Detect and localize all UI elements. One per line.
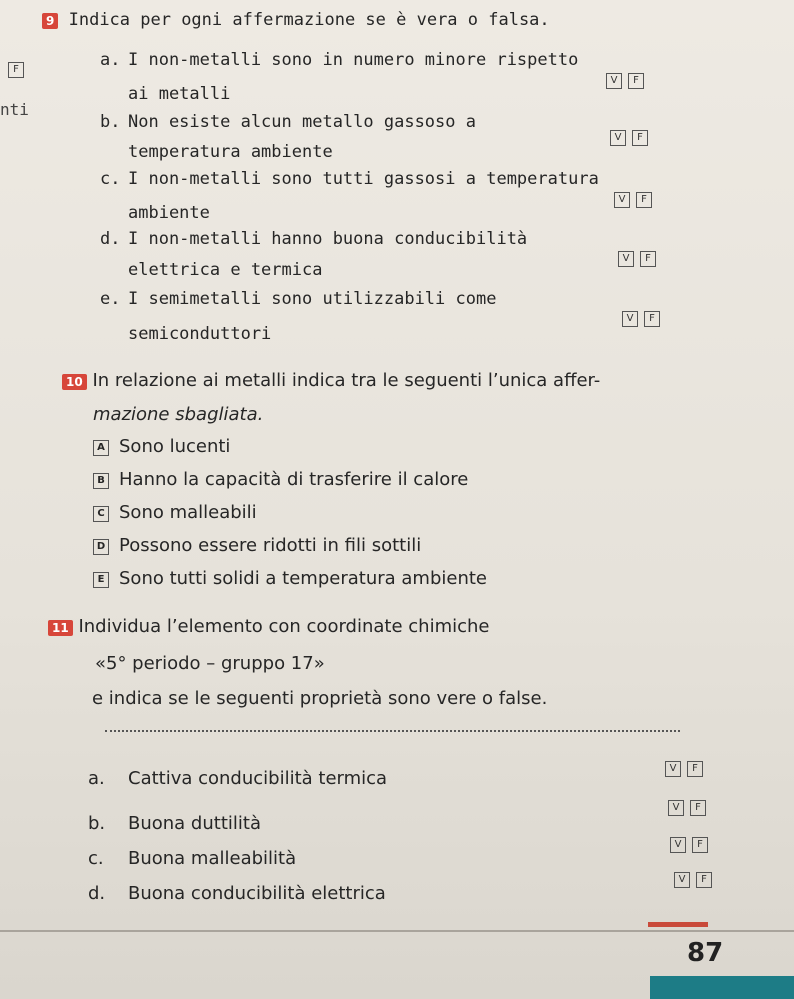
option-text: Sono lucenti xyxy=(119,436,231,457)
item-text: Cattiva conducibilità termica xyxy=(128,768,388,789)
option-e[interactable] xyxy=(93,568,487,589)
item-text-line2: temperatura ambiente xyxy=(128,142,333,162)
item-letter: c. xyxy=(88,848,104,869)
true-box[interactable]: V xyxy=(610,130,626,146)
item-text-line1: I non-metalli sono in numero minore rispetto xyxy=(128,50,579,70)
option-letter-box[interactable]: D xyxy=(93,539,109,555)
item-text-line1: I non-metalli hanno buona conducibilità xyxy=(128,229,528,249)
item-text-line2: elettrica e termica xyxy=(128,260,323,280)
option-d[interactable] xyxy=(93,535,421,556)
item-letter: a. xyxy=(88,768,105,789)
item-letter: b. xyxy=(100,112,121,132)
accent-bar xyxy=(648,922,708,927)
item-text: Buona duttilità xyxy=(128,813,261,834)
option-letter-box[interactable]: C xyxy=(93,506,109,522)
false-box[interactable]: F xyxy=(644,311,660,327)
page-number: 87 xyxy=(687,938,724,968)
true-box[interactable]: V xyxy=(665,761,681,777)
option-c[interactable] xyxy=(93,502,257,523)
true-box[interactable]: V xyxy=(614,192,630,208)
item-text: Buona malleabilità xyxy=(128,848,297,869)
item-text: Buona conducibilità elettrica xyxy=(128,883,386,904)
option-b[interactable] xyxy=(93,469,468,490)
item-text-line2: ai metalli xyxy=(128,84,231,104)
exercise-10-heading xyxy=(62,370,600,391)
item-text-line1: I semimetalli sono utilizzabili come xyxy=(128,289,497,309)
exercise-11-question-line3: e indica se le seguenti proprietà sono vere o false. xyxy=(92,688,548,709)
false-box[interactable]: F xyxy=(690,800,706,816)
item-letter: b. xyxy=(88,813,106,834)
true-box[interactable]: V xyxy=(670,837,686,853)
exercise-10-number: 10 xyxy=(62,374,87,390)
false-box[interactable]: F xyxy=(628,73,644,89)
option-letter-box[interactable]: B xyxy=(93,473,109,489)
item-letter: e. xyxy=(100,289,121,309)
item-text-line2: semiconduttori xyxy=(128,324,272,344)
option-text: Sono malleabili xyxy=(119,502,257,523)
item-letter: c. xyxy=(100,169,121,189)
false-box[interactable]: F xyxy=(696,872,712,888)
false-box[interactable]: F xyxy=(692,837,708,853)
false-box[interactable]: F xyxy=(636,192,652,208)
false-box[interactable]: F xyxy=(640,251,656,267)
false-box[interactable]: F xyxy=(687,761,703,777)
footer-band xyxy=(650,976,794,999)
answer-line[interactable] xyxy=(105,730,680,732)
exercise-11-number: 11 xyxy=(48,620,73,636)
footer-rule xyxy=(0,930,794,932)
option-text: Hanno la capacità di trasferire il calore xyxy=(119,469,469,490)
true-box[interactable]: V xyxy=(618,251,634,267)
margin-fragment: nti xyxy=(0,100,29,119)
exercise-9-title: Indica per ogni affermazione se è vera o falsa. xyxy=(68,10,550,30)
exercise-10-question-line2: mazione sbagliata. xyxy=(93,404,264,425)
item-text-line1: I non-metalli sono tutti gassosi a temperatura xyxy=(128,169,599,189)
exercise-9-number: 9 xyxy=(42,13,58,29)
item-letter: d. xyxy=(100,229,121,249)
option-text: Sono tutti solidi a temperatura ambiente xyxy=(119,568,487,589)
option-letter-box[interactable]: E xyxy=(93,572,109,588)
exercise-11-heading xyxy=(48,616,489,637)
item-letter: d. xyxy=(88,883,106,904)
option-letter-box[interactable]: A xyxy=(93,440,109,456)
true-box[interactable]: V xyxy=(622,311,638,327)
option-a[interactable] xyxy=(93,436,230,457)
true-box[interactable]: V xyxy=(674,872,690,888)
option-text: Possono essere ridotti in fili sottili xyxy=(119,535,422,556)
exercise-9-heading xyxy=(42,10,550,30)
item-letter: a. xyxy=(100,50,121,70)
false-box[interactable]: F xyxy=(632,130,648,146)
true-box[interactable]: V xyxy=(606,73,622,89)
margin-f-box: F xyxy=(8,62,24,78)
exercise-11-question-line2: «5° periodo – gruppo 17» xyxy=(95,653,325,674)
true-box[interactable]: V xyxy=(668,800,684,816)
exercise-10-question-line1: In relazione ai metalli indica tra le seguenti l’unica affer- xyxy=(92,370,601,391)
exercise-11-question-line1: Individua l’elemento con coordinate chimiche xyxy=(78,616,490,637)
item-text-line2: ambiente xyxy=(128,203,210,223)
item-text-line1: Non esiste alcun metallo gassoso a xyxy=(128,112,476,132)
